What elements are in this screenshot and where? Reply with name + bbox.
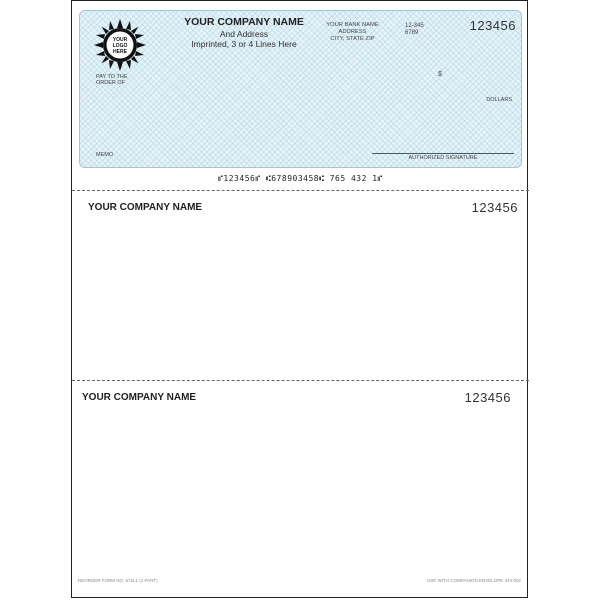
perforation-line-1: [72, 190, 529, 191]
pay-to-label: [96, 74, 128, 86]
bank-fraction-code: [405, 23, 424, 36]
bank-info: [310, 22, 395, 43]
stub1-check-number: 123456: [471, 200, 518, 215]
logo-text-line-1: YOUR: [112, 37, 128, 43]
memo-label: MEMO: [96, 152, 114, 158]
pay-to-line-1: PAY TO THE: [96, 74, 128, 80]
address-line-2: Imprinted, 3 or 4 Lines Here: [191, 39, 297, 49]
logo-sunburst-icon: [94, 19, 146, 71]
dollar-sign: $: [438, 71, 442, 78]
micr-line: ⑈123456⑈ ⑆678903458⑆ 765 432 1⑈: [218, 174, 383, 183]
perforation-line-2: [72, 380, 529, 381]
dollars-label: DOLLARS: [486, 97, 512, 103]
company-logo: [94, 19, 146, 71]
bank-city-state-zip: CITY, STATE ZIP: [330, 36, 375, 42]
signature-line: [372, 153, 514, 154]
address-line-1: And Address: [219, 29, 269, 39]
stub2-company-name: YOUR COMPANY NAME: [82, 392, 197, 403]
footer-reorder-note: REORDER FORM NO. 672L1 (1 PART): [78, 578, 158, 583]
stub1-company-name: YOUR COMPANY NAME: [88, 202, 203, 213]
check-company-name: YOUR COMPANY NAME: [184, 16, 304, 28]
fraction-bottom: 6789: [405, 29, 419, 36]
signature-label: AUTHORIZED SIGNATURE: [408, 155, 478, 161]
logo-text-line-3: HERE: [113, 49, 127, 55]
fraction-top: 12-345: [405, 23, 424, 29]
check-number: 123456: [469, 18, 516, 33]
bank-address: ADDRESS: [338, 29, 367, 35]
check-panel: [79, 10, 522, 168]
bank-name: YOUR BANK NAME: [326, 22, 379, 28]
pay-to-line-2: ORDER OF: [96, 80, 126, 86]
footer-envelope-note: USE WITH COMPANION ENVELOPE 444-002: [427, 578, 521, 583]
check-form-sheet: [71, 0, 528, 598]
logo-text-line-2: LOGO: [112, 43, 128, 49]
stub2-check-number: 123456: [464, 390, 511, 405]
